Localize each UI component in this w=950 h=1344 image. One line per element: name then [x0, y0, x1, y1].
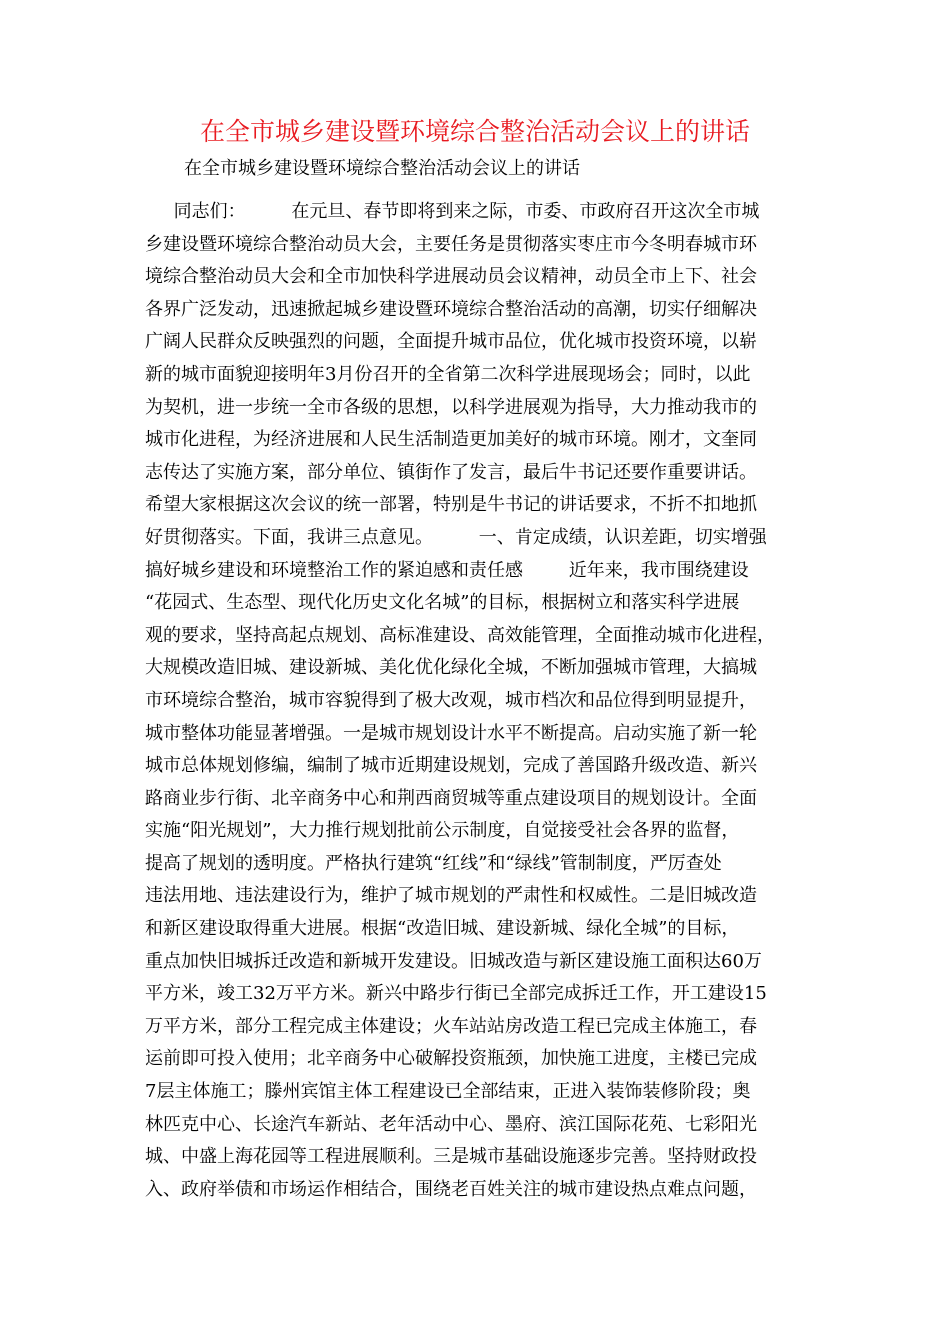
body-line: 提高了规划的透明度。严格执行建筑“红线”和“绿线”管制制度，严厉查处: [145, 852, 722, 874]
body-line: 观的要求，坚持高起点规划、高标准建设、高效能管理，全面推动城市化进程，: [145, 624, 775, 646]
body-line: 乡建设暨环境综合整治动员大会，主要任务是贯彻落实枣庄市今冬明春城市环: [145, 233, 757, 255]
body-line: 入、政府举债和市场运作相结合，围绕老百姓关注的城市建设热点难点问题，: [145, 1178, 757, 1200]
body-line: 市环境综合整治，城市容貌得到了极大改观，城市档次和品位得到明显提升，: [145, 689, 757, 711]
body-line: 好贯彻落实。下面，我讲三点意见。 一、肯定成绩，认识差距，切实增强: [145, 526, 767, 548]
body-line: 实施“阳光规划”，大力推行规划批前公示制度，自觉接受社会各界的监督，: [145, 820, 740, 842]
body-line: 志传达了实施方案，部分单位、镇街作了发言，最后牛书记还要作重要讲话。: [145, 461, 757, 483]
body-line: 运前即可投入使用；北辛商务中心破解投资瓶颈，加快施工进度，主楼已完成: [145, 1048, 757, 1070]
body-line: 境综合整治动员大会和全市加快科学进展动员会议精神，动员全市上下、社会: [145, 266, 757, 288]
body-line: “花园式、生态型、现代化历史文化名城”的目标，根据树立和落实科学进展: [145, 592, 740, 614]
body-line: 和新区建设取得重大进展。根据“改造旧城、建设新城、绿化全城”的目标，: [145, 918, 740, 940]
document-title: 在全市城乡建设暨环境综合整治活动会议上的讲话: [199, 117, 750, 146]
body-line: 城市总体规划修编，编制了城市近期建设规划，完成了善国路升级改造、新兴: [145, 755, 757, 777]
body-line: 搞好城乡建设和环境整治工作的紧迫感和责任感 近年来，我市围绕建设: [145, 559, 749, 581]
body-line: 违法用地、违法建设行为，维护了城市规划的严肃性和权威性。二是旧城改造: [145, 885, 757, 907]
body-line: 同志们： 在元旦、春节即将到来之际，市委、市政府召开这次全市城: [145, 201, 760, 222]
body-line: 为契机，进一步统一全市各级的思想，以科学进展观为指导，大力推动我市的: [145, 396, 757, 418]
body-line: 平方米，竣工32万平方米。新兴中路步行街已全部完成拆迁工作，开工建设15: [145, 983, 767, 1005]
document-subtitle: 在全市城乡建设暨环境综合整治活动会议上的讲话: [184, 158, 580, 179]
body-line: 城市化进程，为经济进展和人民生活制造更加美好的城市环境。刚才，文奎同: [145, 429, 757, 451]
body-line: 路商业步行街、北辛商务中心和荆西商贸城等重点建设项目的规划设计。全面: [145, 787, 757, 809]
body-line: 希望大家根据这次会议的统一部署，特别是牛书记的讲话要求，不折不扣地抓: [145, 494, 757, 516]
body-line: 新的城市面貌迎接明年3月份召开的全省第二次科学进展现场会；同时，以此: [145, 363, 751, 385]
body-line: 城市整体功能显著增强。一是城市规划设计水平不断提高。启动实施了新一轮: [145, 722, 757, 744]
body-line: 万平方米，部分工程完成主体建设；火车站站房改造工程已完成主体施工，春: [145, 1015, 757, 1037]
body-line: 城、中盛上海花园等工程进展顺利。三是城市基础设施逐步完善。坚持财政投: [145, 1146, 757, 1168]
body-line: 林匹克中心、长途汽车新站、老年活动中心、墨府、滨江国际花苑、七彩阳光: [145, 1113, 757, 1135]
body-line: 重点加快旧城拆迁改造和新城开发建设。旧城改造与新区建设施工面积达60万: [145, 950, 762, 972]
body-line: 7层主体施工；滕州宾馆主体工程建设已全部结束，正进入装饰装修阶段；奥: [145, 1081, 751, 1103]
body-line: 大规模改造旧城、建设新城、美化优化绿化全城，不断加强城市管理，大搞城: [145, 657, 757, 679]
body-line: 广阔人民群众反映强烈的问题，全面提升城市品位，优化城市投资环境，以崭: [145, 331, 757, 353]
document-body: [145, 196, 815, 1206]
body-line: 各界广泛发动，迅速掀起城乡建设暨环境综合整治活动的高潮，切实仔细解决: [145, 298, 757, 320]
